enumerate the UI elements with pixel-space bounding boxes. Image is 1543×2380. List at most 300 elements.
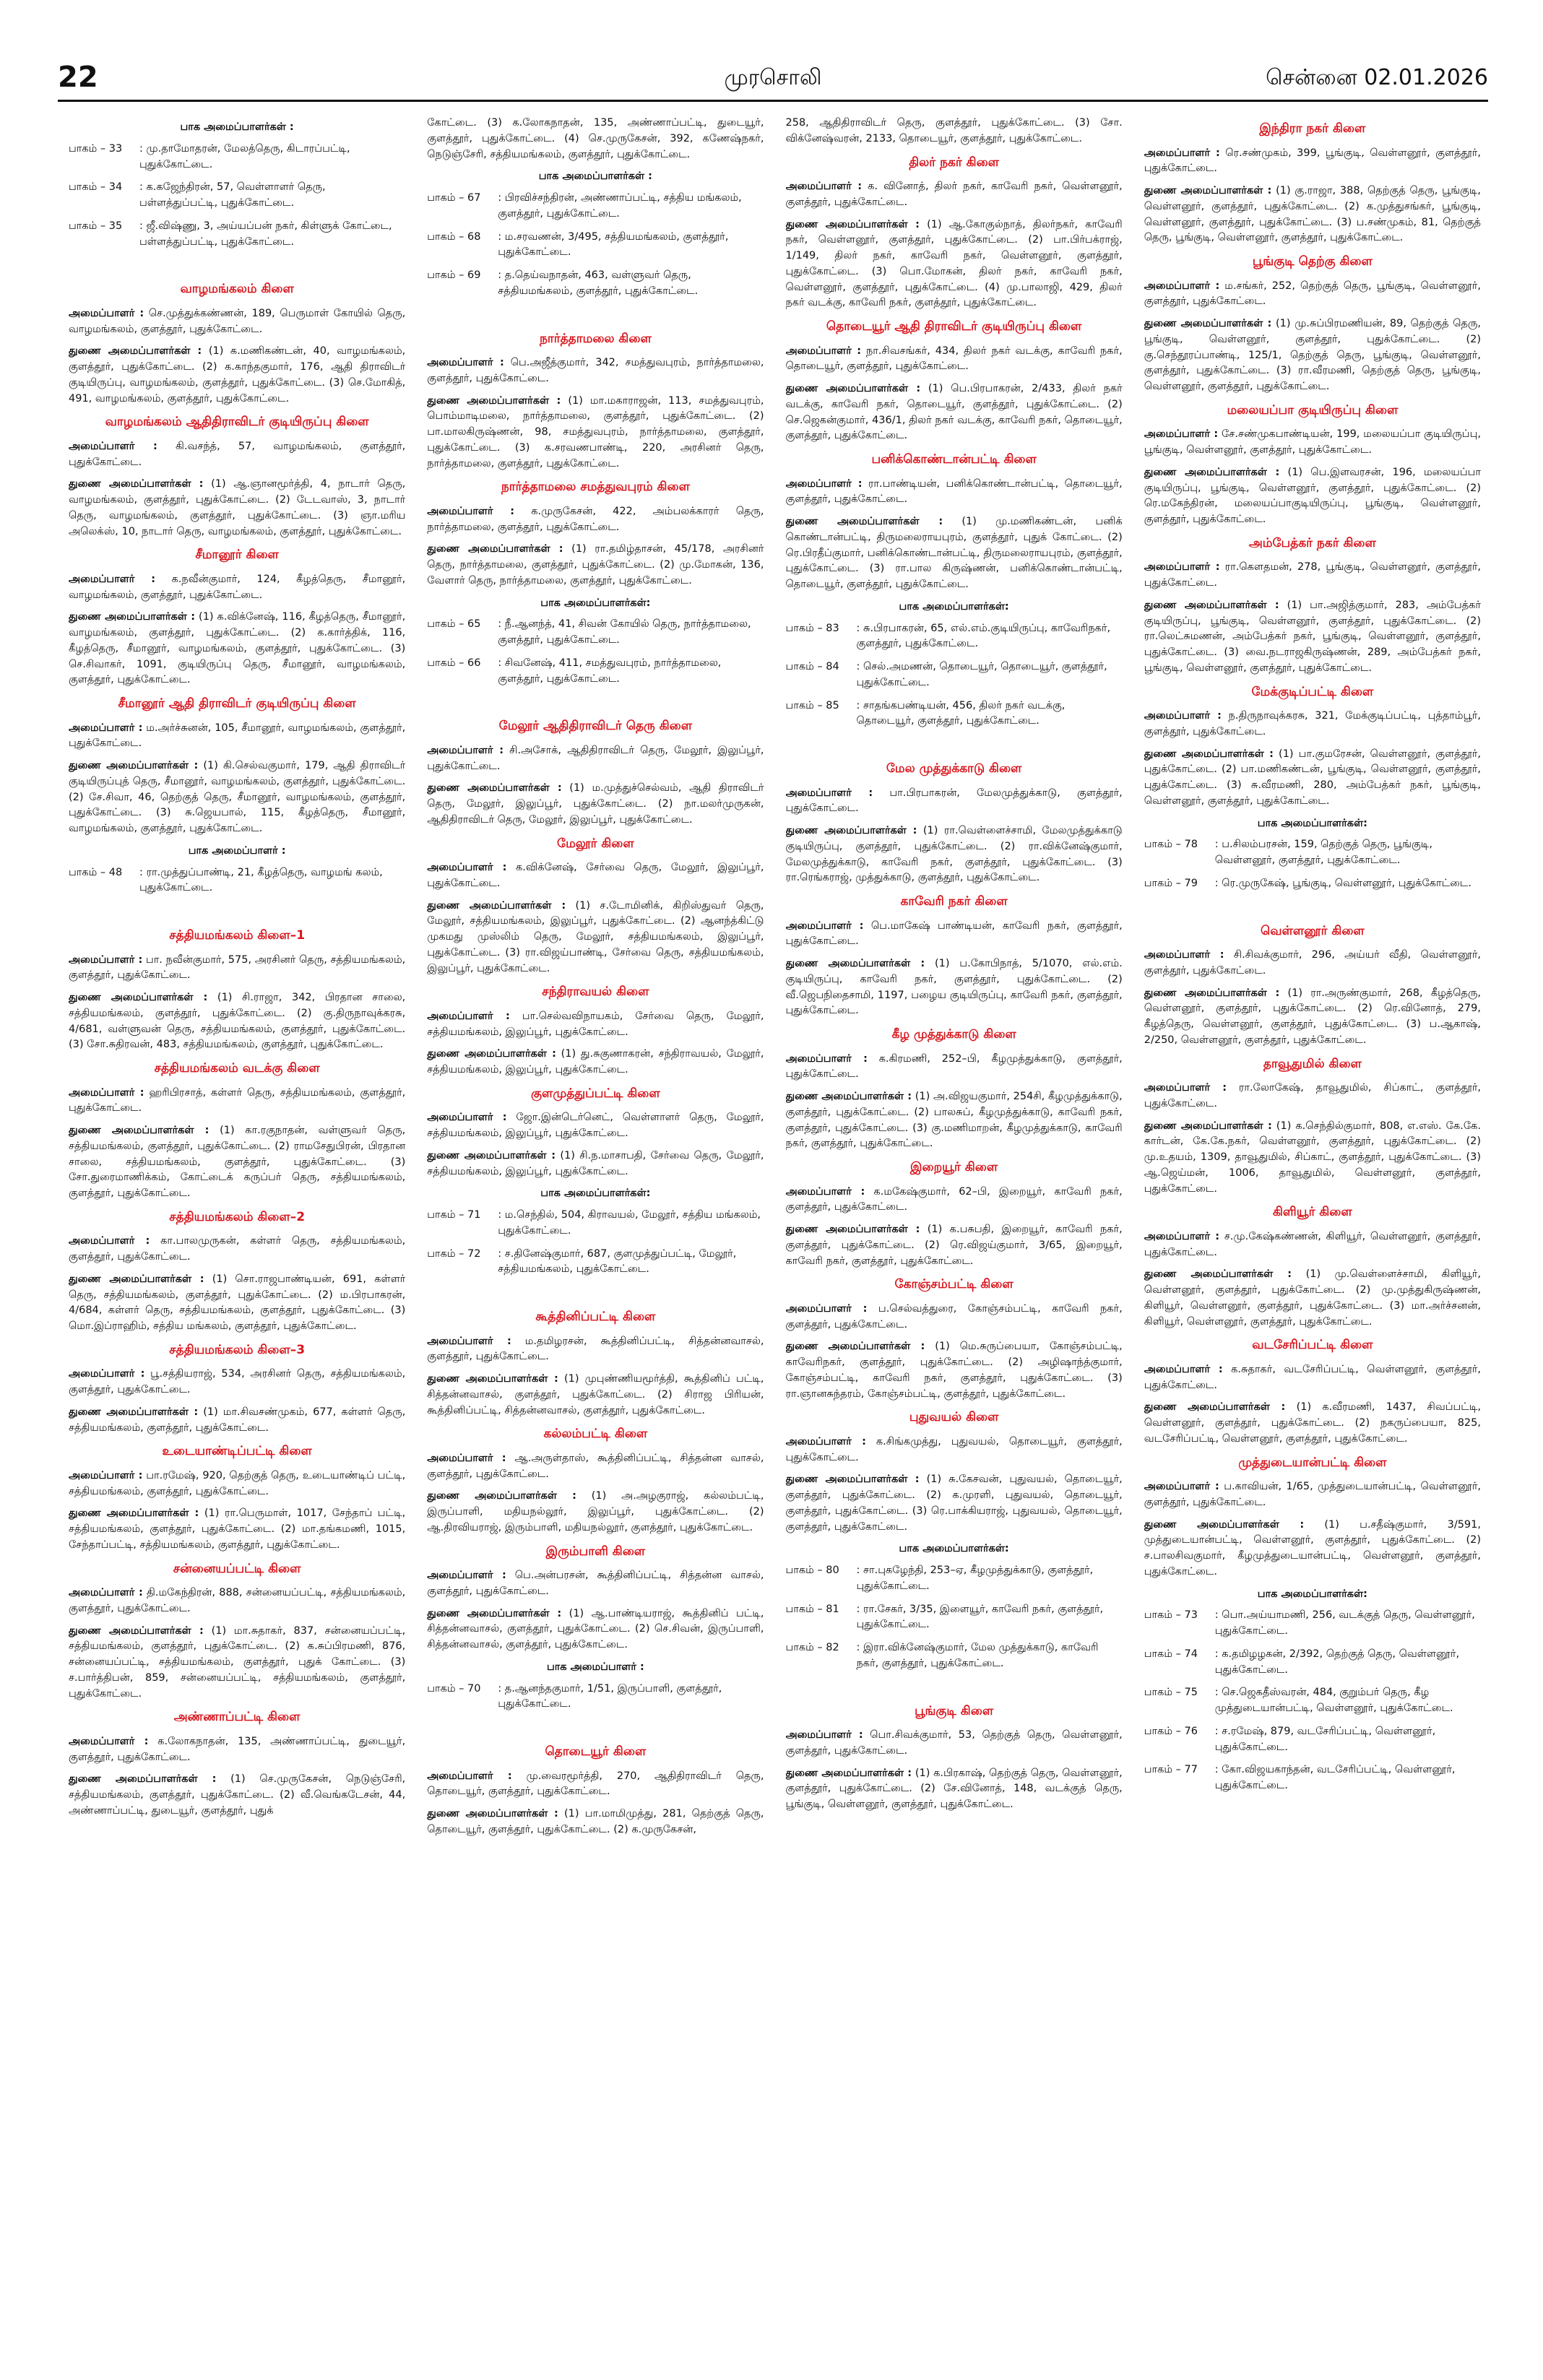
member-details: (1) பெ.இளவரசன், 196, மலையப்பா குடியிருப்பு, பூங்குடி, வெள்ளனூர், குளத்தூர், புதுக்கோட்டை. (2) ரெ.மகேந்திரன், மலையப்பாகுடியிருப்பு, பூங்குடி, வெள்ளனூர், குளத்தூர், புதுக்கோட்டை.	[1144, 466, 1481, 525]
member-details: (1) ம.முத்துச்செல்வம், ஆதி திராவிடர் தெரு, மேலூர், இலுப்பூர், புதுக்கோட்டை. (2) நா.மலர்முருகன், ஆதிதிராவிடர் தெரு, மேலூர், இலுப்பூர், புதுக்கோட்டை.	[427, 782, 764, 826]
role-label: துணை அமைப்பாளர்கள் :	[1144, 1401, 1286, 1414]
role-label: துணை அமைப்பாளர்கள் :	[785, 218, 920, 230]
member-entry	[427, 743, 764, 775]
member-details: க.நவீன்குமார், 124, கீழத்தெரு, சீமானூர், வாழமங்கலம், குளத்தூர், புதுக்கோட்டை.	[69, 573, 406, 601]
member-entry	[1144, 1479, 1481, 1511]
member-entry	[427, 355, 764, 387]
role-label: துணை அமைப்பாளர்கள் :	[69, 1406, 199, 1418]
member-details: நா.சிவசங்கர், 434, திலர் நகர் வடக்கு, காவேரி நகர், தொடையூர், குளத்தூர், புதுக்கோட்டை.	[785, 345, 1123, 373]
member-details: க. வினோத், திலர் நகர், காவேரி நகர், வெள்ளனூர், குளத்தூர், புதுக்கோட்டை.	[785, 181, 1123, 208]
booth-entry	[427, 1247, 764, 1278]
section-spacer	[69, 904, 405, 922]
member-entry	[786, 1185, 1123, 1216]
member-entry	[69, 758, 405, 837]
role-label: துணை அமைப்பாளர்கள் :	[1144, 1268, 1292, 1281]
branch-heading: நார்த்தாமலை கிளை	[539, 331, 652, 346]
booth-details: : ரா.சேகர், 3/35, இளையூர், காவேரி நகர், குளத்தூர், புதுக்கோட்டை.	[856, 1603, 1104, 1631]
member-entry	[786, 1766, 1123, 1813]
member-details: ந.திருநாவுக்கரசு, 321, மேக்குடிப்பட்டி, புத்தாம்பூர், குளத்தூர், புதுக்கோட்டை.	[1144, 710, 1481, 737]
branch-heading: கோஞ்சம்பட்டி கிளை	[894, 1277, 1013, 1292]
member-entry	[786, 1302, 1123, 1333]
role-label: துணை அமைப்பாளர்கள் :	[1144, 185, 1272, 196]
booth-number: பாகம் – 67	[427, 192, 481, 204]
branch-heading: சீமானூர் ஆதி திராவிடர் குடியிருப்பு கிளை	[118, 696, 356, 711]
member-entry	[69, 721, 405, 753]
role-label: அமைப்பாளர் :	[785, 1185, 865, 1198]
booth-details: : த.ஆனந்தகுமார், 1/51, இருப்பாளி, குளத்தூர், புதுக்கோட்டை.	[498, 1682, 722, 1710]
member-details: 258, ஆதிதிராவிடர் தெரு, குளத்தூர், புதுக்கோட்டை. (3) சோ. விக்னேஷ்வரன், 2133, தொடையூர், குளத்தூர், புதுக்கோட்டை.	[785, 117, 1123, 144]
booth-details: : ச.ரமேஷ், 879, வடசேரிப்பட்டி, வெள்ளனூர், புதுக்கோட்டை.	[1214, 1725, 1436, 1753]
member-entry	[427, 1489, 764, 1536]
member-details: ப.செல்வத்துரை, கோஞ்சம்பட்டி, காவேரி நகர், குளத்தூர், புதுக்கோட்டை.	[785, 1302, 1123, 1330]
member-entry	[786, 823, 1123, 886]
member-entry	[1144, 427, 1481, 459]
member-entry	[1144, 465, 1481, 528]
member-details: க.சிங்கமுத்து, புதுவயல், தொடையூர், குளத்தூர், புதுக்கோட்டை.	[785, 1435, 1123, 1463]
role-label: அமைப்பாளர் :	[1144, 710, 1222, 722]
booth-entry	[69, 142, 405, 173]
member-details: பா.ரமேஷ், 920, தெற்குத் தெரு, உடையாண்டிப் பட்டி, சத்தியமங்கலம், குளத்தூர், புதுக்கோட்டை.	[69, 1469, 406, 1497]
booth-section-title: பாக அமைப்பாளர்கள்:	[1257, 817, 1367, 829]
member-entry	[427, 1806, 764, 1838]
branch-heading: அம்பேத்கர் நகர் கிளை	[1248, 535, 1376, 550]
member-details: ச.மு.கேஷ்கண்ணன், கிளியூர், வெள்ளனூர், குளத்தூர், புதுக்கோட்டை.	[1144, 1230, 1481, 1258]
member-entry	[69, 610, 405, 688]
booth-section-title: பாக அமைப்பாளர்கள் :	[180, 121, 294, 133]
member-details: க.சுதாகர், வடசேரிப்பட்டி, வெள்ளனூர், குளத்தூர், புதுக்கோட்டை.	[1144, 1363, 1481, 1391]
article-columns	[69, 116, 1481, 2369]
role-label: துணை அமைப்பாளர்கள் :	[427, 1607, 562, 1619]
member-entry	[1144, 146, 1481, 178]
member-details: சே.சண்முகபாண்டியன், 199, மலையப்பா குடியிருப்பு, பூங்குடி, வெள்ளனூர், குளத்தூர், புதுக்கோட்டை.	[1144, 428, 1481, 456]
branch-heading: பூங்குடி கிளை	[915, 1703, 994, 1718]
branch-heading: மேக்குடிப்பட்டி கிளை	[1251, 684, 1374, 699]
member-details: (1) ப.சதீஷ்குமார், 3/591, முத்துடையான்பட்டி, வெள்ளனூர், குளத்தூர், புதுக்கோட்டை. (2) ச.பாலசிவகுமார், கீழமுத்துடையான்பட்டி, வெள்ளனூர், குளத்தூர், புதுக்கோட்டை.	[1144, 1518, 1481, 1578]
role-label: அமைப்பாளர் :	[69, 1086, 144, 1099]
booth-entry	[1144, 1685, 1481, 1717]
branch-heading: உடையாண்டிப்பட்டி கிளை	[162, 1444, 312, 1459]
booth-number: பாகம் – 34	[69, 181, 123, 194]
member-entry	[427, 542, 764, 589]
member-entry	[69, 1585, 405, 1617]
branch-heading: சத்தியமங்கலம் கிளை–2	[169, 1209, 306, 1224]
booth-section-title: பாக அமைப்பாளர்கள்:	[899, 1543, 1009, 1555]
member-details: (1) செ.முருகேசன், நெடுஞ்சேரி, சத்தியமங்கலம், குளத்தூர், புதுக்கோட்டை. (2) வீ.வெங்கடேசன், 44, அண்ணாப்பட்டி, துடையூர், குளத்தூர், புதுக்	[69, 1773, 406, 1817]
role-label: அமைப்பாளர் :	[69, 1587, 143, 1598]
branch-heading: தாவூதுமில் கிளை	[1263, 1056, 1362, 1071]
booth-number: பாகம் – 73	[1144, 1609, 1198, 1622]
branch-heading: பூங்குடி தெற்கு கிளை	[1252, 254, 1373, 269]
member-entry	[1144, 1400, 1481, 1447]
member-entry	[786, 1339, 1123, 1402]
member-entry	[69, 1624, 405, 1702]
header-rule	[58, 100, 1488, 102]
role-label: துணை அமைப்பாளர்கள் :	[69, 1624, 204, 1637]
booth-section-title: பாக அமைப்பாளர்கள்:	[540, 1187, 651, 1200]
role-label: அமைப்பாளர் :	[427, 1112, 507, 1124]
booth-details: : பிரவிச்சந்திரன், அண்ணாப்பட்டி, சத்திய மங்கலம், குளத்தூர், புதுக்கோட்டை.	[498, 192, 742, 220]
member-entry	[1144, 948, 1481, 979]
branch-heading: புதுவயல் கிளை	[909, 1410, 999, 1425]
member-entry	[427, 1568, 764, 1600]
member-entry	[69, 1086, 405, 1117]
booth-details: : ம.செந்தில், 504, கிராவயல், மேலூர், சத்திய மங்கலம், புதுக்கோட்டை.	[498, 1209, 761, 1237]
branch-heading: மேல முத்துக்காடு கிளை	[886, 761, 1022, 776]
member-details: பா.பிரபாகரன், மேலமுத்துக்காடு, குளத்தூர், புதுக்கோட்டை.	[785, 787, 1123, 815]
branch-heading: சீமானூர் கிளை	[195, 548, 279, 563]
booth-details: : பொ.அய்யாமணி, 256, வடக்குத் தெரு, வெள்ளனூர், புதுக்கோட்டை.	[1214, 1609, 1475, 1637]
member-details: (1) மா.மகாராஜன், 113, சமத்துவபுரம், பொம்மாடிமலை, நார்த்தாமலை, குளத்தூர், புதுக்கோட்டை. (2) பா.மாலகிருஷ்ணன், 98, சமத்துவபுரம், நார்த்தாமலை, குளத்தூர், புதுக்கோட்டை. (3) க.சரவணபாண்டி, 220, அரசினர் தெரு, நார்த்தாமலை, குளத்தூர், புதுக்கோட்டை.	[427, 394, 764, 469]
booth-number: பாகம் – 79	[1144, 877, 1198, 889]
member-details: (1) பா.அஜித்குமார், 283, அம்பேத்கர் குடியிருப்பு, பூங்குடி, வெள்ளனூர், குளத்தூர், புதுக்கோட்டை. (2) ரா.லெட்சுமணன், அம்பேத்கர் நகர், பூங்குடி, வெள்ளனூர், குளத்தூர், புதுக்கோட்டை. (3) வை.நடராஜகிருஷ்ணன், 289, அம்பேத்கர் நகர், பூங்குடி, வெள்ளனூர், குளத்தூர், புதுக்கோட்டை.	[1144, 599, 1481, 674]
member-details: ம.அர்ச்சுனன், 105, சீமானூர், வாழமங்கலம், குளத்தூர், புதுக்கோட்டை.	[69, 722, 406, 750]
role-label: துணை அமைப்பாளர்கள் :	[69, 611, 196, 623]
role-label: துணை அமைப்பாளர்கள் :	[427, 782, 562, 795]
branch-heading: வாழமங்கலம் கிளை	[180, 282, 294, 297]
role-label: அமைப்பாளர் :	[427, 1010, 510, 1022]
member-entry	[69, 1468, 405, 1500]
member-entry	[69, 439, 405, 471]
role-label: துணை அமைப்பாளர்கள் :	[69, 992, 208, 1003]
role-label: துணை அமைப்பாளர்கள் :	[1144, 748, 1274, 760]
member-entry	[69, 1272, 405, 1335]
member-details: (1) க.மணிகண்டன், 40, வாழமங்கலம், குளத்தூர், புதுக்கோட்டை. (2) க.காந்தகுமார், 176, ஆதி திராவிடர் குடியிருப்பு, வாழமங்கலம், குளத்தூர், புதுக்கோட்டை. (3) செ.மோகித், 491, வாழமங்கலம், குளத்தூர், புதுக்கோட்டை.	[69, 345, 406, 404]
member-details: (1) க.விக்னேஷ், 116, கீழத்தெரு, சீமானூர், வாழமங்கலம், குளத்தூர், புதுக்கோட்டை. (2) க.கார்த்திக், 116, கீழத்தெரு, சீமானூர், வாழமங்கலம், குளத்தூர், புதுக்கோட்டை. (3) செ.சிவாகர், 1091, குடியிருப்பு தெரு, சீமானூர், வாழமங்கலம், குளத்தூர், புதுக்கோட்டை.	[69, 611, 406, 686]
role-label: அமைப்பாளர் :	[69, 1368, 145, 1380]
member-entry	[786, 514, 1123, 593]
member-entry	[786, 217, 1123, 312]
branch-heading: மேலூர் ஆதிதிராவிடர் தெரு கிளை	[498, 719, 693, 734]
booth-details: : க.கஜேந்திரன், 57, வெள்ளாளர் தெரு, பள்ளத்துப்பட்டி, புதுக்கோட்டை.	[139, 181, 326, 209]
member-details: (1) ச.டோமினிக், கிறிஸ்துவர் தெரு, மேலூர், சத்தியமங்கலம், இலுப்பூர், புதுக்கோட்டை. (2) ஆனந்த்கிட்டு முகமது முஸ்லிம் தெரு, மேலூர், சத்தியமங்கலம், இலுப்பூர், புதுக்கோட்டை. (3) ரா.விஜய்பாண்டி, சேர்வை தெரு, சத்தியமங்கலம், இலுப்பூர், புதுக்கோட்டை.	[427, 899, 764, 974]
member-entry	[1144, 709, 1481, 740]
role-label: அமைப்பாளர் :	[69, 440, 157, 452]
member-details: செ.முத்துக்கண்ணன், 189, பெருமாள் கோயில் தெரு, வாழமங்கலம், குளத்தூர், புதுக்கோட்டை.	[69, 307, 406, 335]
role-label: அமைப்பாளர் :	[1144, 428, 1219, 441]
member-details: (1) ரா.அருண்குமார், 268, கீழத்தெரு, வெள்ளனூர், குளத்தூர், புதுக்கோட்டை. (2) ரெ.வினோத், 279, கீழத்தெரு, வெள்ளனூர், குளத்தூர், புதுக்கோட்டை. (3) ப.ஆகாஷ், 2/250, வெள்ளனூர், குளத்தூர், புதுக்கோட்டை.	[1144, 987, 1481, 1046]
member-entry	[427, 860, 764, 892]
member-details: ஆ.அருள்தாஸ், கூத்தினிப்பட்டி, சித்தன்ன வாசல், குளத்தூர், புதுக்கோட்டை.	[427, 1452, 764, 1480]
booth-details: : கோ.விஜயகாந்தன், வடசேரிப்பட்டி, வெள்ளனூர், புதுக்கோட்டை.	[1214, 1764, 1456, 1791]
role-label: அமைப்பாளர் :	[1144, 561, 1220, 574]
member-details: க.மகேஷ்குமார், 62–பி, இறையூர், காவேரி நகர், குளத்தூர், புதுக்கோட்டை.	[785, 1185, 1123, 1213]
booth-entry	[427, 617, 764, 649]
role-label: அமைப்பாளர் :	[785, 787, 873, 799]
branch-heading: பனிக்கொண்டான்பட்டி கிளை	[871, 452, 1037, 467]
role-label: துணை அமைப்பாளர்கள் :	[785, 1341, 925, 1353]
member-details: தி.மகேந்திரன், 888, சன்னையப்பட்டி, சத்தியமங்கலம், குளத்தூர், புதுக்கோட்டை.	[69, 1587, 406, 1614]
branch-heading: நார்த்தாமலை சமத்துவபுரம் கிளை	[501, 480, 690, 495]
branch-heading: சத்தியமங்கலம் கிளை–3	[169, 1342, 306, 1357]
member-details: பொ.சிவக்குமார், 53, தெற்குத் தெரு, வெள்ளனூர், குளத்தூர், புதுக்கோட்டை.	[785, 1729, 1123, 1757]
role-label: துணை அமைப்பாளர்கள் :	[427, 1373, 558, 1385]
member-entry	[786, 1222, 1123, 1269]
role-label: அமைப்பாளர் :	[1144, 1363, 1223, 1375]
member-details: (1) கா.ரகுநாதன், வள்ளுவர் தெரு, சத்தியமங்கலம், குளத்தூர், புதுக்கோட்டை. (2) ராமசேதுபிரன், பிரதான சாலை, சத்தியமங்கலம், குளத்தூர், புதுக்கோட்டை. (3) சோ.துரைமாணிக்கம், கோட்டைக் கருப்பர் தெரு, சத்தியமங்கலம், குளத்தூர், புதுக்கோட்டை.	[69, 1125, 406, 1199]
role-label: துணை அமைப்பாளர்கள் :	[427, 1149, 556, 1161]
member-details: பா.செல்வவிநாயகம், சேர்வை தெரு, மேலூர், சத்தியமங்கலம், இலுப்பூர், புதுக்கோட்டை.	[427, 1010, 764, 1038]
member-entry	[427, 781, 764, 828]
member-entry	[1144, 1229, 1481, 1261]
booth-section-title: பாக அமைப்பாளர்கள்:	[899, 600, 1009, 613]
member-details: ரா.லோகேஷ், தாவூதுமில், சிப்காட், குளத்தூர், புதுக்கோட்டை.	[1144, 1082, 1481, 1109]
member-details: (1) சு.கேசவன், புதுவயல், தொடையூர், குளத்தூர், புதுக்கோட்டை. (2) க.முரளி, புதுவயல், தொடையூர், குளத்தூர், புதுக்கோட்டை. (3) ரெ.பாக்கியராஜ், புதுவயல், தொடையூர், குளத்தூர், புதுக்கோட்டை.	[785, 1474, 1123, 1533]
member-details: (1) சி.ந.மாசாபதி, சேர்வை தெரு, மேலூர், சத்தியமங்கலம், இலுப்பூர், புதுக்கோட்டை.	[427, 1149, 764, 1177]
member-details: ரெ.சண்முகம், 399, பூங்குடி, வெள்ளனூர், குளத்தூர், புதுக்கோட்டை.	[1144, 147, 1481, 175]
member-details: பா. நவீன்குமார், 575, அரசினர் தெரு, சத்தியமங்கலம், குளத்தூர், புதுக்கோட்டை.	[69, 953, 406, 982]
branch-heading: காவேரி நகர் கிளை	[900, 894, 1008, 909]
role-label: அமைப்பாளர் :	[427, 1570, 506, 1581]
branch-heading: இரும்பாளி கிளை	[545, 1544, 646, 1559]
member-entry	[786, 344, 1123, 376]
booth-number: பாகம் – 66	[427, 657, 481, 669]
member-details: க.முருகேசன், 422, அம்பலக்காரர் தெரு, நார்த்தாமலை, குளத்தூர், புதுக்கோட்டை.	[427, 505, 764, 533]
booth-entry	[786, 1563, 1123, 1595]
member-details: (1) மு.வெள்ளைச்சாமி, கிளியூர், வெள்ளனூர், குளத்தூர், புதுக்கோட்டை. (2) மு.முத்துகிருஷ்ணன், கிளியூர், வெள்ளனூர், குளத்தூர், புதுக்கோட்டை. (3) மா.அர்ச்சனன், கிளியூர், வெள்ளனூர், குளத்தூர், புதுக்கோட்டை.	[1144, 1268, 1481, 1328]
member-details: க.விக்னேஷ், சேர்வை தெரு, மேலூர், இலுப்பூர், புதுக்கோட்டை.	[427, 862, 764, 889]
member-entry	[786, 1089, 1123, 1152]
member-entry	[786, 1435, 1123, 1466]
booth-entry	[1144, 876, 1481, 892]
member-details: (1) ஆ.பாண்டியராஜ், கூத்தினிப் பட்டி, சித்தன்னவாசல், குளத்தூர், புதுக்கோட்டை. (2) செ.சிவன், இருப்பாளி, சித்தன்னவாசல், குளத்தூர், புதுக்கோட்டை.	[427, 1607, 764, 1650]
member-entry	[69, 990, 405, 1053]
member-entry	[1144, 598, 1481, 677]
booth-details: : ச.தினேஷ்குமார், 687, குளமுத்துப்பட்டி, மேலூர், சத்தியமங்கலம், புதுக்கோட்டை.	[498, 1247, 737, 1276]
booth-details: : இரா.விக்னேஷ்குமார், மேல முத்துக்காடு, காவேரி நகர், குளத்தூர், புதுக்கோட்டை.	[856, 1642, 1099, 1669]
member-entry	[427, 899, 764, 977]
booth-section-title: பாக அமைப்பாளர் :	[188, 844, 286, 857]
member-details: க.கிரமணி, 252–பி, கீழமுத்துக்காடு, குளத்தூர், புதுக்கோட்டை.	[785, 1052, 1123, 1081]
role-label: அமைப்பாளர் :	[69, 307, 144, 319]
member-details: கோட்டை. (3) க.லோகநாதன், 135, அண்ணாப்பட்டி, துடையூர், குளத்தூர், புதுக்கோட்டை. (4) செ.முருகேசன், 392, கணேஷ்நகர், நெடுஞ்சேரி, சத்தியமங்கலம், குளத்தூர், புதுக்கோட்டை.	[427, 117, 764, 160]
member-details: (1) மா.சுதாகர், 837, சன்னையப்பட்டி, சத்தியமங்கலம், குளத்தூர், புதுக்கோட்டை. (2) க.சுப்பிரமணி, 876, சன்னையப்பட்டி, சத்தியமங்கலம், குளத்தூர், புதுக் கோட்டை. (3) ச.பார்த்திபன், 859, சன்னையப்பட்டி, சத்தியமங்கலம், குளத்தூர், புதுக்கோட்டை.	[69, 1624, 406, 1700]
member-details: ம.சங்கர், 252, தெற்குத் தெரு, பூங்குடி, வெள்ளனூர், குளத்தூர், புதுக்கோட்டை.	[1144, 280, 1481, 308]
member-details: ரா.கௌதமன், 278, பூங்குடி, வெள்ளனூர், குளத்தூர், புதுக்கோட்டை.	[1144, 561, 1481, 589]
booth-number: பாகம் – 68	[427, 230, 481, 243]
member-details: கி.வசந்த், 57, வாழமங்கலம், குளத்தூர், புதுக்கோட்டை.	[69, 440, 406, 468]
role-label: துணை அமைப்பாளர்கள் :	[1144, 599, 1279, 611]
branch-heading: வெள்ளனூர் கிளை	[1260, 923, 1365, 938]
booth-details: : சாதங்கபண்டியன், 456, திலர் நகர் வடக்கு, தொடையூர், குளத்தூர், புதுக்கோட்டை.	[856, 699, 1066, 727]
booth-entry	[1144, 1762, 1481, 1794]
member-entry	[427, 1009, 764, 1041]
branch-heading: சத்தியமங்கலம் வடக்கு கிளை	[154, 1061, 320, 1076]
member-entry	[1144, 1362, 1481, 1394]
booth-details: : க.தமிழழகன், 2/392, தெற்குத் தெரு, வெள்ளனூர், புதுக்கோட்டை.	[1214, 1648, 1460, 1676]
member-details: (1) ரா.பெருமாள், 1017, சேந்தாப் பட்டி, சத்தியமங்கலம், குளத்தூர், புதுக்கோட்டை. (2) மா.தங்கமணி, 1015, சேந்தாப்பட்டி, சத்தியமங்கலம், குளத்தூர், புதுக்கோட்டை.	[69, 1507, 406, 1551]
booth-entry	[69, 180, 405, 212]
member-details: (1) க.செந்தில்குமார், 808, எ.எஸ். கே.கே. கார்டன், கே.கே.நகர், வெள்ளனூர், குளத்தூர், புதுக்கோட்டை. (2) மு.உதயம், 1309, தாவூதுமில், சிப்காட், குளத்தூர், புதுக்கோட்டை. (3) ஆ.ஜெய்மன், 1006, தாவூதுமில், வெள்ளனூர், குளத்தூர், புதுக்கோட்டை.	[1144, 1120, 1481, 1195]
role-label: துணை அமைப்பாளர்கள் :	[785, 1091, 912, 1102]
column-4	[1144, 116, 1481, 2369]
role-label: அமைப்பாளர் :	[1144, 1481, 1219, 1492]
member-entry	[786, 179, 1123, 211]
member-details: (1) ரா.தமிழ்தாசன், 45/178, அரசினர் தெரு, நார்த்தாமலை, குளத்தூர், புதுக்கோட்டை. (2) மு.மோகன், 136, வேளார் தெரு, நார்த்தாமலை, குளத்தூர், புதுக்கோட்டை.	[427, 543, 764, 587]
booth-number: பாகம் – 83	[785, 622, 839, 634]
booth-number: பாகம் – 69	[427, 269, 481, 281]
member-details: பெ.மாகேஷ் பாண்டியன், காவேரி நகர், குளத்தூர், புதுக்கோட்டை.	[785, 919, 1123, 948]
booth-entry	[1144, 1608, 1481, 1640]
section-spacer	[427, 1720, 764, 1739]
role-label: அமைப்பாளர் :	[1144, 1082, 1227, 1094]
role-label: துணை அமைப்பாளர்கள் :	[1144, 318, 1272, 329]
member-details: மு.வைரமூர்த்தி, 270, ஆதிதிராவிடர் தெரு, தொடையூர், குளத்தூர், புதுக்கோட்டை.	[427, 1770, 764, 1798]
member-details: (1) அ.விஜயகுமார், 254சி, கீழமுத்துக்காடு, குளத்தூர், புதுக்கோட்டை. (2) பாலசுப், கீழமுத்துக்காடு, காவேரி நகர், குளத்தூர், புதுக்கோட்டை. (3) கு.மணிமாறன், கீழமுத்துக்காடு, காவேரி நகர், குளத்தூர், புதுக்கோட்டை.	[785, 1091, 1123, 1150]
booth-details: : ப.சிலம்பரசன், 159, தெற்குத் தெரு, பூங்குடி, வெள்ளனூர், குளத்தூர், புதுக்கோட்டை.	[1214, 839, 1432, 866]
member-details: (1) பா.மாமிமுத்து, 281, தெற்குத் தெரு, தொடையூர், குளத்தூர், புதுக்கோட்டை. (2) க.முருகேசன்,	[427, 1808, 764, 1835]
member-details: சி.சிவக்குமார், 296, அய்யர் வீதி, வெள்ளனூர், குளத்தூர், புதுக்கோட்டை.	[1144, 949, 1481, 977]
booth-entry	[786, 1640, 1123, 1672]
member-entry	[427, 1451, 764, 1483]
member-entry	[786, 786, 1123, 818]
booth-section-title: பாக அமைப்பாளர்கள்:	[540, 597, 651, 609]
section-spacer	[427, 694, 764, 713]
branch-heading: வடசேரிப்பட்டி கிளை	[1252, 1338, 1373, 1353]
member-details: கா.பாலமுருகன், கள்ளர் தெரு, சத்தியமங்கலம், குளத்தூர், புதுக்கோட்டை.	[69, 1235, 406, 1263]
role-label: துணை அமைப்பாளர்கள் :	[1144, 987, 1280, 999]
booth-entry	[427, 230, 764, 261]
member-entry	[69, 1506, 405, 1553]
role-label: அமைப்பாளர் :	[785, 919, 864, 932]
role-label: துணை அமைப்பாளர்கள் :	[427, 899, 566, 912]
role-label: அமைப்பாளர் :	[69, 1235, 150, 1247]
role-label: அமைப்பாளர் :	[69, 1735, 149, 1747]
booth-entry	[427, 268, 764, 300]
role-label: அமைப்பாளர் :	[785, 1302, 868, 1315]
member-details: (1) முபுண்ணியமூர்த்தி, கூத்தினிப் பட்டி, சித்தன்னவாசல், குளத்தூர், புதுக்கோட்டை. (2) சிராஜ பிரியன், கூத்தினிப்பட்டி, சித்தன்னவாசல், குளத்தூர், புதுக்கோட்டை.	[427, 1373, 764, 1416]
member-details: (1) க.பிரகாஷ், தெற்குத் தெரு, வெள்ளனூர், குளத்தூர், புதுக்கோட்டை. (2) சே.வினோத், 148, வடக்குத் தெரு, பூங்குடி, வெள்ளனூர், குளத்தூர், புதுக்கோட்டை.	[785, 1767, 1123, 1810]
role-label: துணை அமைப்பாளர்கள் :	[427, 1808, 558, 1819]
member-details: (1) க.பசுபதி, இறையூர், காவேரி நகர், குளத்தூர், புதுக்கோட்டை. (2) ரெ.விஜய்குமார், 3/65, இறையூர், காவேரி நகர், குளத்தூர், புதுக்கோட்டை.	[785, 1224, 1123, 1267]
member-details: ப.காவியன், 1/65, முத்துடையான்பட்டி, வெள்ளனூர், குளத்தூர், புதுக்கோட்டை.	[1144, 1481, 1481, 1508]
role-label: துணை அமைப்பாளர்கள் :	[427, 543, 563, 555]
branch-heading: சத்தியமங்கலம் கிளை–1	[169, 928, 306, 943]
role-label: துணை அமைப்பாளர்கள் :	[69, 760, 199, 771]
role-label: அமைப்பாளர் :	[427, 862, 507, 873]
member-entry	[69, 344, 405, 407]
booth-details: : சா.புகழேந்தி, 253–ஏ, கீழமுத்துக்காடு, குளத்தூர், புதுக்கோட்டை.	[856, 1565, 1094, 1592]
booth-entry	[69, 219, 405, 251]
branch-heading: சந்திராவயல் கிளை	[542, 985, 649, 1000]
role-label: அமைப்பாளர் :	[785, 1052, 868, 1065]
member-details: (1) அ.அழகுராஜ், கல்லம்பட்டி, இருப்பாளி, மதியநல்லூர், இலுப்பூர், புதுக்கோட்டை. (2) ஆ.திரவியராஜ், இரும்பாளி, மதியநல்லூர், குளத்தூர், புதுக்கோட்டை.	[427, 1490, 764, 1533]
booth-details: : ரா.முத்துப்பாண்டி, 21, கீழத்தெரு, வாழமங் கலம், புதுக்கோட்டை.	[139, 866, 383, 894]
booth-number: பாகம் – 72	[427, 1247, 481, 1260]
member-entry	[1144, 1119, 1481, 1198]
branch-heading: அண்ணாப்பட்டி கிளை	[173, 1710, 301, 1725]
branch-heading: இறையூர் கிளை	[910, 1160, 998, 1174]
member-entry	[1144, 986, 1481, 1049]
booth-number: பாகம் – 77	[1144, 1764, 1198, 1776]
role-label: துணை அமைப்பாளர்கள் :	[785, 958, 925, 969]
member-details: (1) சி.ராஜா, 342, பிரதான சாலை, சத்தியமங்கலம், குளத்தூர், புதுக்கோட்டை. (2) கு.திருநாவுக்கரசு, 4/681, வள்ளுவன் தெரு, சத்தியமங்கலம், குளத்தூர், புதுக்கோட்டை. (3) சோ.சுதிரவன், 483, சத்தியமங்கலம், குளத்தூர், புதுக்கோட்டை.	[69, 992, 406, 1051]
booth-section-title: பாக அமைப்பாளர்கள் :	[538, 170, 652, 183]
role-label: அமைப்பாளர் :	[785, 181, 863, 192]
column-1	[69, 116, 405, 2369]
member-details: (1) கி.செல்வகுமார், 179, ஆதி திராவிடர் குடியிருப்புத் தெரு, சீமானூர், வாழமங்கலம், குளத்தூர், புதுக்கோட்டை. (2) சே.சிவா, 46, தெற்குத் தெரு, சீமானூர், வாழமங்கலம், குளத்தூர், புதுக்கோட்டை. (3) சு.ஜெயபால், 115, கீழத்தெரு, சீமானூர், வாழமங்கலம், குளத்தூர், புதுக்கோட்டை.	[69, 760, 406, 834]
branch-heading: முத்துடையான்பட்டி கிளை	[1238, 1455, 1387, 1470]
column-2	[427, 116, 764, 2369]
member-entry	[1144, 560, 1481, 592]
member-entry	[69, 572, 405, 604]
booth-entry	[427, 1682, 764, 1713]
member-details: பெ.அன்பரசன், கூத்தினிப்பட்டி, சித்தன்ன வாசல், குளத்தூர், புதுக்கோட்டை.	[427, 1570, 764, 1597]
booth-details: : ஜீ.விஷ்ணு, 3, அய்யப்பன் நகர், கிள்ளுக் கோட்டை, பள்ளத்துப்பட்டி, புதுக்கோட்டை.	[139, 220, 392, 248]
branch-heading: இந்திரா நகர் கிளை	[1259, 121, 1366, 136]
masthead	[58, 61, 1488, 97]
booth-details: : த.தெய்வநாதன், 463, வள்ளுவர் தெரு, சத்தியமங்கலம், குளத்தூர், புதுக்கோட்டை.	[498, 269, 699, 297]
member-details: (1) ப.கோபிநாத், 5/1070, எல்.எம். குடியிருப்பு, காவேரி நகர், குளத்தூர், புதுக்கோட்டை. (2) வீ.ஜெபநிதைசாமி, 1197, பழைய குடியிருப்பு, காவேரி நகர், குளத்தூர், புதுக்கோட்டை.	[785, 958, 1123, 1017]
section-spacer	[427, 1285, 764, 1304]
role-label: துணை அமைப்பாளர்கள் :	[785, 825, 917, 836]
branch-heading: திலர் நகர் கிளை	[909, 155, 1000, 170]
booth-entry	[1144, 837, 1481, 869]
member-entry	[1144, 1518, 1481, 1580]
member-entry	[69, 1734, 405, 1766]
booth-entry	[427, 191, 764, 222]
member-entry	[1144, 183, 1481, 246]
member-entry	[69, 477, 405, 540]
role-label: அமைப்பாளர் :	[1144, 1230, 1220, 1242]
booth-section-title: பாக அமைப்பாளர்கள்:	[1257, 1588, 1367, 1600]
booth-number: பாகம் – 33	[69, 142, 123, 155]
member-details: ம.தமிழரசன், கூத்தினிப்பட்டி, சித்தன்னவாசல், குளத்தூர், புதுக்கோட்டை.	[427, 1335, 764, 1363]
branch-heading: கீழ முத்துக்காடு கிளை	[891, 1027, 1016, 1042]
booth-details: : சிவனேஷ், 411, சமத்துவபுரம், நார்த்தாமலை, குளத்தூர், புதுக்கோட்டை.	[498, 657, 722, 685]
booth-details: : ரெ.முருகேஷ், பூங்குடி, வெள்ளனூர், புதுக்கோட்டை.	[1214, 877, 1472, 889]
member-details: (1) கு.ராஜா, 388, தெற்குத் தெரு, பூங்குடி, வெள்ளனூர், குளத்தூர், புதுக்கோட்டை. (2) க.முத்துசங்கர், பூங்குடி, வெள்ளனூர், குளத்தூர், புதுக்கோட்டை. (3) ப.சண்முகம், 81, தெற்குத் தெரு, பூங்குடி, வெள்ளனூர், குளத்தூர், புதுக்கோட்டை.	[1144, 185, 1481, 244]
booth-number: பாகம் – 82	[785, 1642, 839, 1653]
member-entry	[1144, 279, 1481, 311]
member-entry	[786, 1472, 1123, 1535]
booth-entry	[786, 621, 1123, 653]
booth-details: : ம.சரவணன், 3/495, சத்தியமங்கலம், குளத்தூர், புதுக்கோட்டை.	[498, 230, 729, 259]
branch-heading: சன்னையப்பட்டி கிளை	[173, 1561, 301, 1576]
newspaper-name: முரசொலி	[724, 65, 822, 90]
role-label: அமைப்பாளர் :	[69, 953, 143, 966]
role-label: அமைப்பாளர் :	[69, 1469, 143, 1481]
member-entry	[786, 1728, 1123, 1760]
booth-entry	[786, 659, 1123, 691]
member-details: ஜோ.இன்டெர்னெட், வெள்ளாளர் தெரு, மேலூர், சத்தியமங்கலம், இலுப்பூர், புதுக்கோட்டை.	[427, 1112, 764, 1139]
role-label: அமைப்பாளர் :	[1144, 147, 1220, 159]
member-details: ஹரிபிரசாத், கள்ளர் தெரு, சத்தியமங்கலம், குளத்தூர், புதுக்கோட்டை.	[69, 1086, 406, 1115]
role-label: அமைப்பாளர் :	[69, 573, 156, 585]
member-entry	[69, 1234, 405, 1265]
member-entry	[69, 1123, 405, 1202]
member-details: (1) ரா.வெள்ளைச்சாமி, மேலமுத்துக்காடு குடியிருப்பு, குளத்தூர், புதுக்கோட்டை. (2) ரா.விக்னேஷ்குமார், மேலமுத்துக்காடு, காவேரி நகர், குளத்தூர், புதுக்கோட்டை. (3) ரா.ரெங்கராஜ், முத்துக்காடு, குளத்தூர், புதுக்கோட்டை.	[785, 825, 1123, 884]
role-label: அமைப்பாளர் :	[785, 477, 863, 490]
role-label: துணை அமைப்பாளர்கள் :	[69, 1125, 209, 1136]
role-label: அமைப்பாளர் :	[427, 1335, 511, 1347]
member-details: (1) ஆ.கோகுல்நாத், திலர்நகர், காவேரி நகர், வெள்ளனூர், குளத்தூர், புதுக்கோட்டை. (2) பா.பிர்பக்ராஜ், 1/149, திலர் நகர், காவேரி நகர், வெள்ளனூர், குளத்தூர், புதுக்கோட்டை. (3) பொ.மோகன், திலர் நகர், காவேரி நகர், வெள்ளனூர், குளத்தூர், புதுக்கோட்டை. (4) மு.பாலாஜி, 429, திலர் நகர் வடக்கு, காவேரி நகர், குளத்தூர், புதுக்கோட்டை.	[785, 218, 1123, 309]
member-entry	[786, 116, 1123, 147]
member-entry	[427, 1769, 764, 1801]
branch-heading: கிளியூர் கிளை	[1273, 1205, 1352, 1220]
member-entry	[1144, 747, 1481, 810]
booth-entry	[786, 698, 1123, 730]
booth-number: பாகம் – 74	[1144, 1648, 1198, 1660]
booth-number: பாகம் – 81	[785, 1603, 839, 1615]
role-label: துணை அமைப்பாளர்கள் :	[69, 1773, 217, 1786]
booth-number: பாகம் – 76	[1144, 1725, 1198, 1737]
booth-number: பாகம் – 70	[427, 1682, 481, 1695]
branch-heading: தொடையூர் ஆதி திராவிடர் குடியிருப்பு கிளை	[826, 319, 1082, 334]
role-label: துணை அமைப்பாளர்கள் :	[785, 516, 943, 527]
member-details: (1) பெ.பிரபாகரன், 2/433, திலர் நகர் வடக்கு, காவேரி நகர், தொடையூர், குளத்தூர், புதுக்கோட்டை. (2) செ.ஜெகன்குமார், 436/1, திலர் நகர் வடக்கு, காவேரி நகர், தொடையூர், குளத்தூர், புதுக்கோட்டை.	[785, 383, 1123, 442]
booth-details: : செல்.அமணன், தொடையூர், தொடையூர், குளத்தூர், புதுக்கோட்டை.	[856, 661, 1107, 688]
booth-section-title: பாக அமைப்பாளர் :	[546, 1661, 644, 1673]
